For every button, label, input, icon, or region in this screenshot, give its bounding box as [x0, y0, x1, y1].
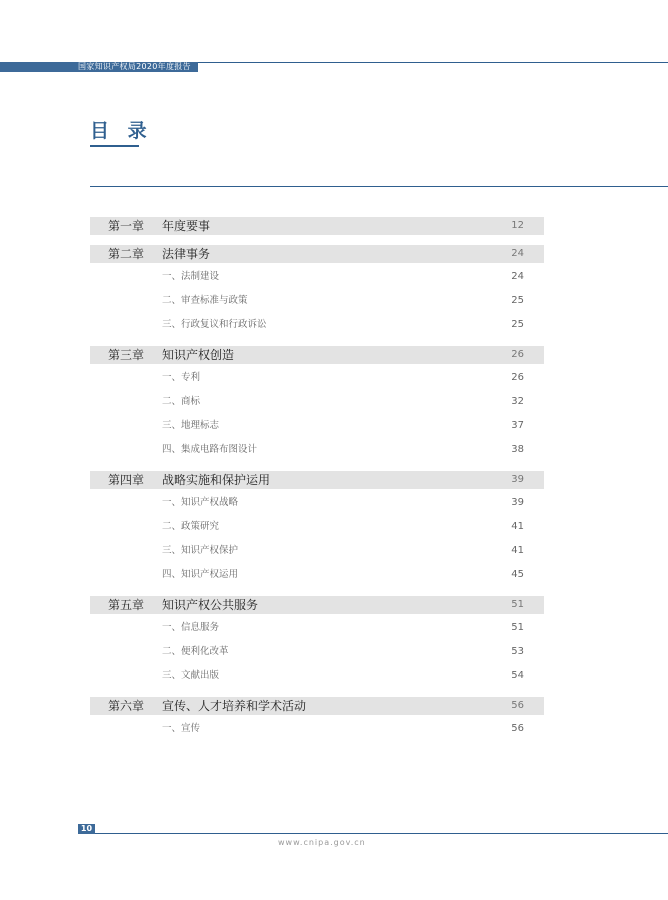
toc-section-item[interactable] [90, 514, 544, 538]
section-list [90, 614, 544, 687]
chapter-heading[interactable] [90, 217, 544, 235]
section-page: 41 [511, 545, 524, 556]
toc-section-item[interactable] [90, 562, 544, 586]
toc-title: 目 录 [90, 120, 153, 142]
toc-section-item[interactable] [90, 615, 544, 639]
toc-section-item[interactable] [90, 538, 544, 562]
chapter-title: 宣传、人才培养和学术活动 [162, 699, 307, 713]
section-page: 54 [511, 670, 524, 681]
chapter-page: 39 [511, 474, 524, 485]
chapter-heading[interactable] [90, 596, 544, 614]
section-page: 38 [511, 444, 524, 455]
chapter-page: 56 [511, 700, 524, 711]
chapter-number: 第一章 [108, 219, 145, 233]
section-page: 32 [511, 396, 524, 407]
toc-chapter [90, 697, 544, 740]
section-page: 25 [511, 295, 524, 306]
section-title: 一、专利 [162, 372, 201, 383]
section-list [90, 263, 544, 336]
section-list [90, 489, 544, 586]
chapter-page: 51 [511, 599, 524, 610]
section-page: 26 [511, 372, 524, 383]
section-page: 24 [511, 271, 524, 282]
section-title: 二、便利化改革 [162, 646, 229, 657]
footer-line [78, 833, 668, 834]
chapter-heading[interactable] [90, 471, 544, 489]
toc-section-item[interactable] [90, 716, 544, 740]
section-list [90, 715, 544, 740]
section-title: 四、集成电路布图设计 [162, 444, 258, 455]
report-title: 国家知识产权局2020年度报告 [78, 62, 191, 71]
chapter-page: 12 [511, 220, 524, 231]
section-page: 41 [511, 521, 524, 532]
toc-section-item[interactable] [90, 639, 544, 663]
section-title: 三、地理标志 [162, 420, 220, 431]
toc-section-item[interactable] [90, 663, 544, 687]
section-title: 一、知识产权战略 [162, 497, 239, 508]
toc-chapter [90, 245, 544, 336]
toc-chapter [90, 217, 544, 235]
chapter-title: 法律事务 [162, 247, 211, 261]
section-list [90, 364, 544, 461]
section-title: 一、信息服务 [162, 622, 220, 633]
header-bar [0, 62, 668, 72]
section-title: 二、政策研究 [162, 521, 220, 532]
chapter-heading[interactable] [90, 245, 544, 263]
chapter-heading[interactable] [90, 346, 544, 364]
section-page: 25 [511, 319, 524, 330]
section-title: 三、文献出版 [162, 670, 220, 681]
section-title: 三、行政复议和行政诉讼 [162, 319, 267, 330]
chapter-title: 知识产权创造 [162, 348, 235, 362]
section-page: 45 [511, 569, 524, 580]
divider-rule [90, 186, 668, 187]
toc-chapter [90, 471, 544, 586]
section-title: 一、法制建设 [162, 271, 220, 282]
section-title: 一、宣传 [162, 723, 201, 734]
footer-bar [78, 824, 668, 834]
section-page: 37 [511, 420, 524, 431]
chapter-title: 年度要事 [162, 219, 211, 233]
title-underline [90, 145, 139, 147]
toc-section-item[interactable] [90, 264, 544, 288]
toc-section-item[interactable] [90, 312, 544, 336]
chapter-number: 第三章 [108, 348, 145, 362]
toc-section-item[interactable] [90, 413, 544, 437]
website-url: www.cnipa.gov.cn [278, 838, 366, 847]
chapter-title: 知识产权公共服务 [162, 598, 259, 612]
toc-chapter [90, 346, 544, 461]
section-title: 三、知识产权保护 [162, 545, 239, 556]
chapter-number: 第四章 [108, 473, 145, 487]
chapter-page: 26 [511, 349, 524, 360]
section-title: 二、审查标准与政策 [162, 295, 248, 306]
page-number: 10 [78, 824, 95, 834]
toc-section-item[interactable] [90, 389, 544, 413]
chapter-title: 战略实施和保护运用 [162, 473, 271, 487]
toc-chapter [90, 596, 544, 687]
section-title: 四、知识产权运用 [162, 569, 239, 580]
section-page: 56 [511, 723, 524, 734]
chapter-number: 第六章 [108, 699, 145, 713]
toc-section-item[interactable] [90, 437, 544, 461]
toc-section-item[interactable] [90, 490, 544, 514]
toc-section-item[interactable] [90, 365, 544, 389]
chapter-heading[interactable] [90, 697, 544, 715]
chapter-page: 24 [511, 248, 524, 259]
table-of-contents [90, 217, 544, 750]
section-title: 二、商标 [162, 396, 201, 407]
section-page: 51 [511, 622, 524, 633]
toc-section-item[interactable] [90, 288, 544, 312]
chapter-number: 第五章 [108, 598, 145, 612]
section-page: 39 [511, 497, 524, 508]
chapter-number: 第二章 [108, 247, 145, 261]
section-page: 53 [511, 646, 524, 657]
